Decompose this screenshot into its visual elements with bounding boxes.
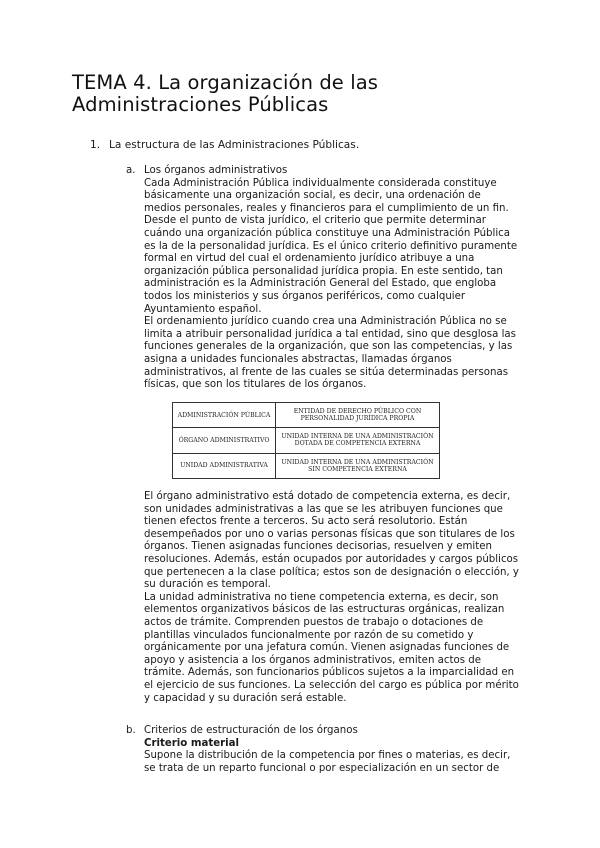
subsection-a-marker: a. — [126, 165, 136, 176]
paragraph: La unidad administrativa no tiene competencia externa, es decir, son elementos organizativos básicos de las estructuras orgánicas, realizan actos de trámite. Comprenden puestos de trabajo o dotaciones de plantillas vinculados funcionalmente por razón de su cometido y orgánicamente por una jefatura común. Vienen asignadas funciones de apoyo y asistencia a los órganos administrativos, emiten actos de trámite. Además, son funcionarios públicos sujetos a la imparcialidad en el ejercicio de sus funciones. La selección del cargo es pública por mérito y capacidad y su duración será estable. — [144, 591, 519, 704]
section-number: 1. — [90, 139, 101, 151]
table-cell: ADMINISTRACIÓN PÚBLICA — [173, 403, 276, 428]
subsection-b-subheading: Criterio material — [144, 737, 239, 749]
table-row — [173, 453, 440, 478]
subsection-a-continued — [144, 491, 520, 705]
table-cell: UNIDAD INTERNA DE UNA ADMINISTRACIÓN DOTADA DE COMPETENCIA EXTERNA — [276, 428, 440, 453]
paragraph: Cada Administración Pública individualmente considerada constituye básicamente una organización social, es decir, una ordenación de medios personales, reales y financieros para el cumplimiento de un fin. Desde el punto de vista jurídico, el criterio que permite determinar cuándo una organización pública constituye una Administración Pública es la de la personalidad jurídica. Es el único criterio definitivo puramente formal en virtud del cual el ordenamiento jurídico atribuye a una organización pública personalidad jurídica propia. En este sentido, tan administración es la Administración General del Estado, que engloba todos los ministerios y sus órganos periféricos, como cualquier Ayuntamiento español. — [144, 177, 518, 315]
table-cell: ENTIDAD DE DERECHO PÚBLICO CON PERSONALIDAD JURÍDICA PROPIA — [276, 403, 440, 428]
page-title: TEMA 4. La organización de las Administraciones Públicas — [72, 71, 379, 116]
subsection-a — [126, 165, 520, 392]
paragraph: Supone la distribución de la competencia por fines o materias, es decir, se trata de un reparto funcional o por especialización en un sector de — [144, 750, 511, 774]
table-row — [173, 403, 440, 428]
table-cell: ÓRGANO ADMINISTRATIVO — [173, 428, 276, 453]
table-cell: UNIDAD ADMINISTRATIVA — [173, 453, 276, 478]
paragraph: El ordenamiento jurídico cuando crea una Administración Pública no se limita a atribuir personalidad jurídica a tal entidad, sino que desglosa las funciones generales de la organización, que son las competencias, y las asigna a unidades funcionales abstractas, llamadas órganos administrativos, al frente de las cuales se sitúa determinadas personas físicas, que son los titulares de los órganos. — [144, 316, 516, 391]
subsection-b-marker: b. — [126, 725, 136, 736]
table-cell: UNIDAD INTERNA DE UNA ADMINISTRACIÓN SIN COMPETENCIA EXTERNA — [276, 453, 440, 478]
subsection-b — [126, 725, 520, 775]
concept-table — [172, 402, 440, 479]
paragraph: El órgano administrativo está dotado de competencia externa, es decir, son unidades administrativas a las que se les atribuyen funciones que tienen efectos frente a terceros. Su acto será resolutorio. Están desempeñados por uno o varias personas físicas que son titulares de los órganos. Tienen asignadas funciones decisorias, resuelven y emiten resoluciones. Además, están ocupados por autoridades y cargos públicos que pertenecen a la clase política; estos son de designación o elección, y su duración es temporal. — [144, 491, 519, 591]
subsection-a-heading: Los órganos administrativos — [144, 165, 288, 176]
table-row — [173, 428, 440, 453]
subsection-b-heading: Criterios de estructuración de los órganos — [144, 725, 358, 736]
section-title: La estructura de las Administraciones Públicas. — [109, 139, 360, 151]
